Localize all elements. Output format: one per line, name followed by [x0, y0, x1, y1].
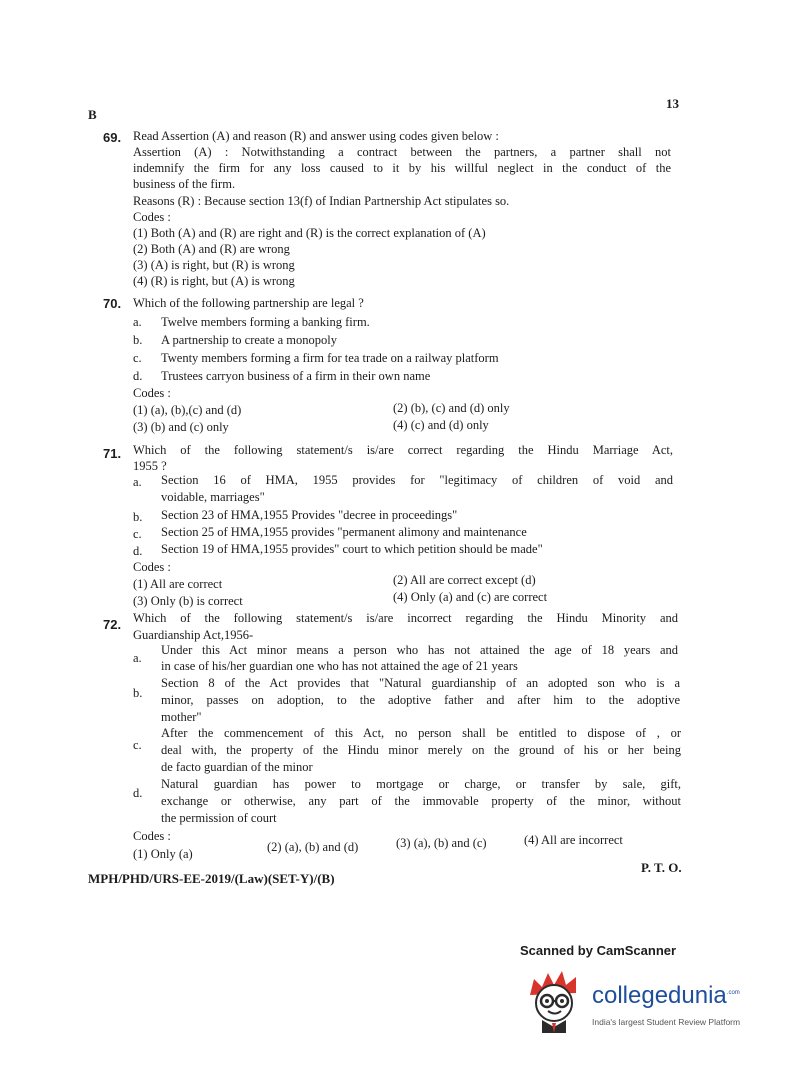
option-text: Section 8 of the Act provides that "Natural guardianship of an adopted son who is a: [161, 676, 680, 690]
codes-label: Codes :: [133, 386, 171, 400]
code-option: (2) Both (A) and (R) are wrong: [133, 242, 290, 256]
option-text: Section 16 of HMA, 1955 provides for "legitimacy of children of void and: [161, 473, 673, 487]
option-text: in case of his/her guardian one who has not attained the age of 21 years: [161, 659, 518, 673]
brand-name: [592, 982, 740, 1010]
assertion-line: indemnify the firm for any loss caused to it by his willful neglect in the conduct of the: [133, 161, 671, 175]
option-label: d.: [133, 786, 143, 800]
question-stem: Guardianship Act,1956-: [133, 628, 254, 642]
question-stem: 1955 ?: [133, 459, 167, 473]
code-option: (3) Only (b) is correct: [133, 594, 243, 608]
option-text: de facto guardian of the minor: [161, 760, 313, 774]
option-label: b.: [133, 686, 143, 700]
assertion-line: Assertion (A) : Notwithstanding a contract between the partners, a partner shall not: [133, 145, 671, 159]
code-option: (3) (a), (b) and (c): [396, 836, 487, 850]
code-option: (2) (b), (c) and (d) only: [393, 401, 510, 415]
option-label: b.: [133, 333, 143, 347]
option-label: a.: [133, 315, 142, 329]
paper-code: MPH/PHD/URS-EE-2019/(Law)(SET-Y)/(B): [88, 871, 335, 886]
codes-label: Codes :: [133, 560, 171, 574]
question-stem: Which of the following statement/s is/are correct regarding the Hindu Marriage Act,: [133, 443, 673, 457]
code-option: (2) (a), (b) and (d): [267, 840, 359, 854]
code-option: (1) All are correct: [133, 577, 223, 591]
option-text: After the commencement of this Act, no person shall be entitled to dispose of , or: [161, 726, 681, 740]
option-text: Trustees carryon business of a firm in their own name: [161, 369, 431, 383]
option-text: exchange or otherwise, any part of the immovable property of the minor, without: [161, 794, 681, 808]
option-text: Natural guardian has power to mortgage or charge, or transfer by sale, gift,: [161, 777, 681, 791]
option-label: a.: [133, 651, 142, 665]
brand-suffix: .com: [726, 990, 740, 996]
code-option: (4) All are incorrect: [524, 833, 623, 847]
codes-label: Codes :: [133, 210, 171, 224]
option-label: d.: [133, 544, 143, 558]
code-option: (3) (A) is right, but (R) is wrong: [133, 258, 295, 272]
codes-label: Codes :: [133, 829, 171, 843]
pto-label: P. T. O.: [641, 860, 682, 875]
collegedunia-logo: [520, 965, 592, 1037]
option-label: c.: [133, 351, 142, 365]
question-number: 72.: [103, 617, 122, 632]
option-text: deal with, the property of the Hindu minor merely on the ground of his or her being: [161, 743, 681, 757]
option-b: [133, 333, 337, 348]
question-stem: Which of the following statement/s is/are incorrect regarding the Hindu Minority and: [133, 611, 678, 625]
question-number: 69.: [103, 130, 122, 145]
brand-tagline: India's largest Student Review Platform: [592, 1017, 741, 1027]
option-text: the permission of court: [161, 811, 277, 825]
code-option: (2) All are correct except (d): [393, 573, 536, 587]
reason-line: Reasons (R) : Because section 13(f) of Indian Partnership Act stipulates so.: [133, 194, 510, 208]
code-option: (4) (R) is right, but (A) is wrong: [133, 274, 295, 288]
page-number: 13: [666, 96, 679, 111]
option-text: minor, passes on adoption, to the adoptive father and after him to the adoptive: [161, 693, 680, 707]
code-option: (1) (a), (b),(c) and (d): [133, 403, 242, 417]
option-text: voidable, marriages": [161, 490, 265, 504]
option-c: [133, 351, 499, 366]
mascot-icon: [520, 965, 592, 1037]
option-text: Under this Act minor means a person who has not attained the age of 18 years and: [161, 643, 678, 657]
option-text: Twelve members forming a banking firm.: [161, 315, 370, 329]
code-option: (4) (c) and (d) only: [393, 418, 489, 432]
assertion-line: business of the firm.: [133, 177, 236, 191]
scanned-by-label: Scanned by CamScanner: [520, 943, 677, 958]
question-number: 70.: [103, 296, 122, 311]
option-text: Section 25 of HMA,1955 provides "permanent alimony and maintenance: [161, 525, 527, 539]
option-text: A partnership to create a monopoly: [161, 333, 337, 347]
brand-text: collegedunia: [592, 982, 727, 1009]
question-stem: Read Assertion (A) and reason (R) and answer using codes given below :: [133, 129, 499, 143]
option-label: d.: [133, 369, 143, 383]
question-number: 71.: [103, 446, 122, 461]
series-label: B: [88, 107, 97, 122]
option-text: Section 19 of HMA,1955 provides" court to which petition should be made": [161, 542, 543, 556]
option-text: Section 23 of HMA,1955 Provides "decree in proceedings": [161, 508, 458, 522]
option-label: a.: [133, 475, 142, 489]
option-d: [133, 369, 430, 384]
option-text: Twenty members forming a firm for tea trade on a railway platform: [161, 351, 499, 365]
question-stem: Which of the following partnership are legal ?: [133, 296, 364, 310]
code-option: (3) (b) and (c) only: [133, 420, 229, 434]
code-option: (1) Only (a): [133, 847, 193, 861]
option-a: [133, 315, 370, 330]
code-option: (4) Only (a) and (c) are correct: [393, 590, 548, 604]
option-label: b.: [133, 510, 143, 524]
option-text: mother": [161, 710, 202, 724]
code-option: (1) Both (A) and (R) are right and (R) is the correct explanation of (A): [133, 226, 486, 240]
option-label: c.: [133, 527, 142, 541]
option-label: c.: [133, 738, 142, 752]
